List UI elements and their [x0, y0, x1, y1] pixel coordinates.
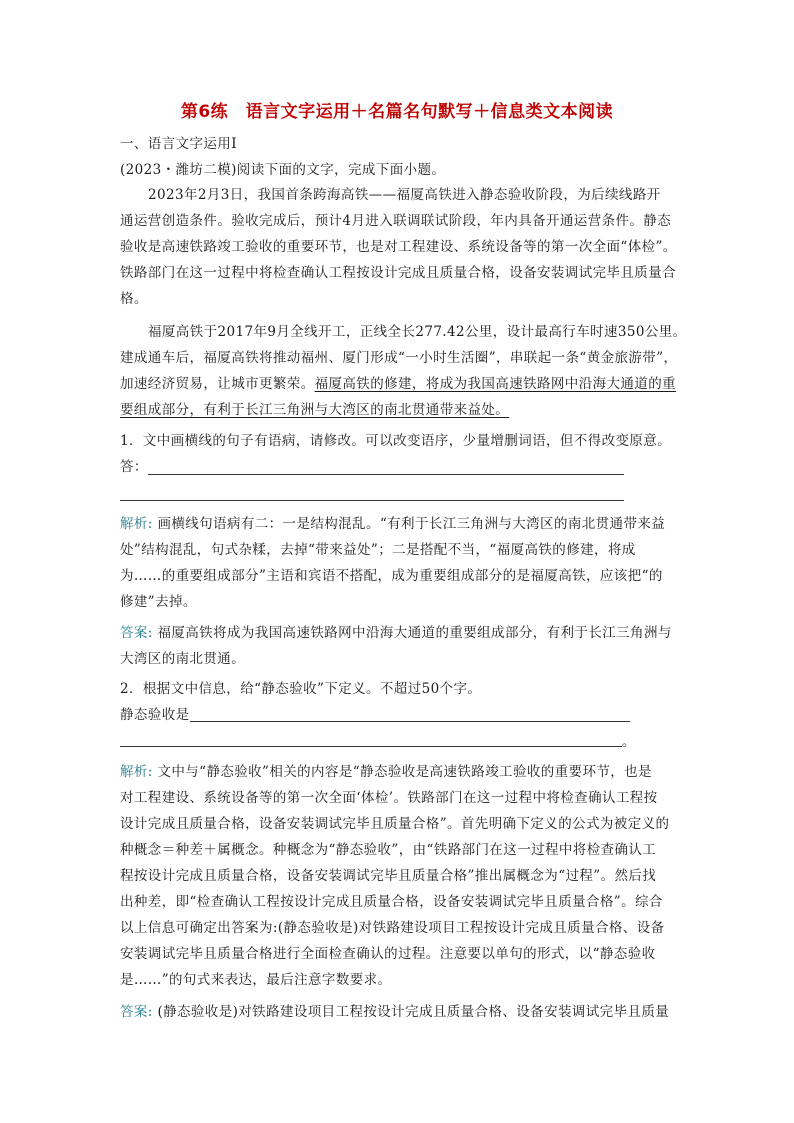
analysis-line: 是……”的句式来表达，最后注意字数要求。 — [120, 972, 392, 988]
underlined-sentence: 福厦高铁的修建，将成为我国高速铁路网中沿海大通道的重 — [314, 376, 677, 392]
answer-blank-line — [120, 500, 624, 501]
passage-line: 通运营创造条件。验收完成后，预计4月进入联调联试阶段，年内具备开通运营条件。静态 — [120, 213, 672, 229]
fill-label: 静态验收是 — [120, 707, 190, 723]
underlined-sentence: 要组成部分，有利于长江三角洲与大湾区的南北贯通带来益处。 — [120, 402, 510, 418]
answer-blank-line — [120, 746, 622, 747]
key-label: 答案: — [120, 625, 153, 641]
passage-line: 验收是高速铁路竣工验收的重要环节，也是对工程建设、系统设备等的第一次全面“体检”。 — [120, 239, 677, 255]
analysis-line — [120, 515, 665, 533]
passage-text: 加速经济贸易，让城市更繁荣。 — [120, 376, 315, 392]
analysis-line: 安装调试完毕且质量合格进行全面检查确认的过程。注意要以单句的形式，以“静态验收 — [120, 946, 656, 962]
analysis-line: 处”结构混乱，句式杂糅，去掉“带来益处”；二是搭配不当，“福厦高铁的修建，将成 — [120, 542, 636, 558]
analysis-line: 以上信息可确定出答案为:(静态验收是)对铁路建设项目工程按设计完成且质量合格、设备 — [120, 920, 665, 936]
analysis-line — [120, 763, 652, 781]
answer-blank-line — [190, 721, 630, 722]
analysis-label: 解析: — [120, 764, 153, 780]
page-title: 第6练 语言文字运用＋名篇名句默写＋信息类文本阅读 — [180, 102, 614, 122]
analysis-label: 解析: — [120, 516, 153, 532]
key-line — [120, 624, 672, 642]
key-text: 福厦高铁将成为我国高速铁路网中沿海大通道的重要组成部分，有利于长江三角洲与 — [152, 625, 672, 641]
key-label: 答案: — [120, 1004, 153, 1020]
passage-line: 2023年2月3日，我国首条跨海高铁——福厦高铁进入静态验收阶段，为后续线路开 — [148, 187, 661, 203]
analysis-line: 设计完成且质量合格，设备安装调试完毕且质量合格”。首先明确下定义的公式为被定义的 — [120, 816, 670, 832]
end-mark: 。 — [622, 734, 636, 750]
analysis-line: 出种差，即“检查确认工程按设计完成且质量合格，设备安装调试完毕且质量合格”。综合 — [120, 894, 663, 910]
passage-line: 福厦高铁于2017年9月全线开工，正线全长277.42公里，设计最高行车时速350公里。 — [148, 324, 687, 340]
passage-line: 格。 — [120, 291, 148, 307]
analysis-text: 文中与“静态验收”相关的内容是“静态验收是高速铁路竣工验收的重要环节，也是 — [152, 764, 652, 780]
analysis-line: 修建”去掉。 — [120, 594, 197, 610]
analysis-line: 程按设计完成且质量合格，设备安装调试完毕且质量合格”推出属概念为“过程”。然后找 — [120, 868, 657, 884]
passage-line: 建成通车后，福厦高铁将推动福州、厦门形成“一小时生活圈”，串联起一条“黄金旅游带”， — [120, 350, 678, 366]
section-heading: 一、语言文字运用Ⅰ — [120, 136, 237, 152]
passage-line: 铁路部门在这一过程中将检查确认工程按设计完成且质量合格，设备安装调试完毕且质量合 — [120, 265, 676, 281]
passage-line — [120, 375, 676, 393]
analysis-line: 为……的重要组成部分”主语和宾语不搭配，成为重要组成部分的是福厦高铁，应该把“的 — [120, 568, 663, 584]
key-line: 大湾区的南北贯通。 — [120, 651, 246, 667]
question-1: 1．文中画横线的句子有语病，请修改。可以改变语序，少量增删词语，但不得改变原意。 — [120, 433, 672, 449]
question-2: 2．根据文中信息，给“静态验收”下定义。不超过50个字。 — [120, 681, 482, 697]
source-line: (2023・潍坊二模)阅读下面的文字，完成下面小题。 — [120, 162, 446, 178]
analysis-text: 画横线句语病有二：一是结构混乱。“有利于长江三角洲与大湾区的南北贯通带来益 — [152, 516, 666, 532]
key-line — [120, 1003, 669, 1021]
key-text: (静态验收是)对铁路建设项目工程按设计完成且质量合格、设备安装调试完毕且质量 — [152, 1004, 670, 1020]
analysis-line: 对工程建设、系统设备等的第一次全面‘体检’。铁路部门在这一过程中将检查确认工程按 — [120, 790, 658, 806]
answer-blank-line — [148, 474, 624, 475]
answer-label: 答： — [120, 459, 148, 475]
analysis-line: 种概念＝种差＋属概念。种概念为“静态验收”，由“铁路部门在这一过程中将检查确认工 — [120, 842, 657, 858]
